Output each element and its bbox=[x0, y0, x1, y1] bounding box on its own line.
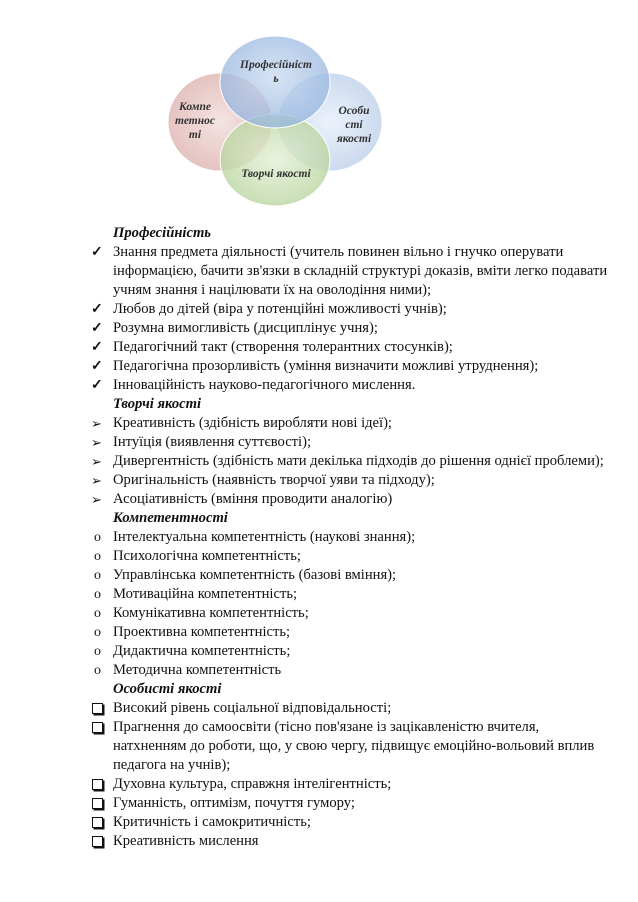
list-item bbox=[91, 528, 611, 547]
checkbox-bullet-icon bbox=[92, 722, 103, 733]
list-item bbox=[91, 357, 611, 376]
venn-circles bbox=[0, 0, 638, 215]
list-item-text: Педагогічна прозорливість (уміння визначити можливі утруднення); bbox=[113, 358, 539, 374]
list-item bbox=[91, 661, 611, 680]
list-item-text: Асоціативність (вміння проводити аналогію) bbox=[113, 491, 393, 507]
list-item bbox=[91, 585, 611, 604]
list-item-text: Педагогічний такт (створення толерантних стосунків); bbox=[113, 339, 453, 355]
label-right: Особи сті якості bbox=[336, 105, 372, 145]
checkmark-bullet-icon: ✓ bbox=[91, 340, 103, 355]
list-item-text: Мотиваційна компетентність; bbox=[113, 586, 298, 602]
list-item-text: Креативність (здібність виробляти нові ідеї); bbox=[113, 415, 392, 431]
list-item-text: Комунікативна компетентність; bbox=[113, 605, 309, 621]
circle-bullet-icon: o bbox=[94, 606, 101, 621]
list-item bbox=[91, 604, 611, 623]
list-item bbox=[91, 300, 611, 319]
list-item bbox=[91, 642, 611, 661]
list-item bbox=[91, 566, 611, 585]
list-item bbox=[91, 794, 611, 813]
list-item-text: Духовна культура, справжня інтелігентність; bbox=[113, 776, 392, 792]
list-item-text: Креативність мислення bbox=[113, 833, 259, 849]
arrow-bullet-icon: ➢ bbox=[91, 416, 102, 431]
arrow-bullet-icon: ➢ bbox=[91, 454, 102, 469]
list-item-text: Інноваційність науково-педагогічного мислення. bbox=[113, 377, 416, 393]
list-item bbox=[91, 338, 611, 357]
checkmark-bullet-icon: ✓ bbox=[91, 245, 103, 260]
circle-bullet-icon: o bbox=[94, 568, 101, 583]
checkbox-bullet-icon bbox=[92, 836, 103, 847]
list-item bbox=[91, 376, 611, 395]
list-item-text: Методична компетентність bbox=[113, 662, 282, 678]
list-item bbox=[91, 414, 611, 433]
checkbox-bullet-icon bbox=[92, 779, 103, 790]
list-item bbox=[91, 433, 611, 452]
list-item bbox=[91, 813, 611, 832]
circle-bullet-icon: o bbox=[94, 587, 101, 602]
arrow-bullet-icon: ➢ bbox=[91, 473, 102, 488]
section-heading: Особисті якості bbox=[113, 681, 222, 697]
section-heading: Професійність bbox=[113, 225, 211, 241]
list-item bbox=[91, 699, 611, 718]
section-heading: Творчі якості bbox=[113, 396, 202, 412]
label-bottom: Творчі якості bbox=[241, 168, 311, 180]
circle-bullet-icon: o bbox=[94, 530, 101, 545]
label-left: Компе тетнос ті bbox=[175, 101, 215, 141]
list-item-text: Гуманність, оптимізм, почуття гумору; bbox=[113, 795, 355, 811]
list-item bbox=[91, 832, 611, 851]
checkmark-bullet-icon: ✓ bbox=[91, 359, 103, 374]
list-item-text: Високий рівень соціальної відповідальності; bbox=[113, 700, 392, 716]
checkbox-bullet-icon bbox=[92, 798, 103, 809]
list-item bbox=[91, 452, 611, 471]
label-top: Професійніст ь bbox=[240, 59, 312, 85]
circle-bullet-icon: o bbox=[94, 625, 101, 640]
list-item bbox=[91, 471, 611, 490]
checkmark-bullet-icon: ✓ bbox=[91, 321, 103, 336]
section-heading: Компетентності bbox=[113, 510, 228, 526]
document-body bbox=[91, 224, 611, 851]
circle-bullet-icon: o bbox=[94, 663, 101, 678]
circle-bullet-icon: o bbox=[94, 644, 101, 659]
checkmark-bullet-icon: ✓ bbox=[91, 378, 103, 393]
list-item-text: Критичність і самокритичність; bbox=[113, 814, 311, 830]
arrow-bullet-icon: ➢ bbox=[91, 492, 102, 507]
checkbox-bullet-icon bbox=[92, 703, 103, 714]
list-item-text: Любов до дітей (віра у потенційні можливості учнів); bbox=[113, 301, 447, 317]
arrow-bullet-icon: ➢ bbox=[91, 435, 102, 450]
list-item-text: Розумна вимогливість (дисциплінує учня); bbox=[113, 320, 378, 336]
checkbox-bullet-icon bbox=[92, 817, 103, 828]
list-item bbox=[91, 490, 611, 509]
list-item bbox=[91, 718, 611, 775]
list-item-text: Інтуїція (виявлення суттєвості); bbox=[113, 434, 312, 450]
list-item-text: Проективна компетентність; bbox=[113, 624, 291, 640]
checkmark-bullet-icon: ✓ bbox=[91, 302, 103, 317]
list-item bbox=[91, 623, 611, 642]
list-item-text: Інтелектуальна компетентність (наукові знання); bbox=[113, 529, 416, 545]
list-item bbox=[91, 547, 611, 566]
list-item-text: Знання предмета діяльності (учитель повинен вільно і гнучко оперувати інформацією, бачити зв'язки в складній структурі доказів, вміти легко подавати учням знання і націлювати їх на оволодіння ними); bbox=[113, 244, 608, 298]
list-item bbox=[91, 775, 611, 794]
venn-diagram bbox=[0, 0, 638, 215]
list-item bbox=[91, 319, 611, 338]
circle-bullet-icon: o bbox=[94, 549, 101, 564]
list-item-text: Оригінальність (наявність творчої уяви та підходу); bbox=[113, 472, 435, 488]
list-item-text: Прагнення до самоосвіти (тісно пов'язане із зацікавленістю вчителя, натхненням до роботи, що, у свою чергу, підвищує емоційно-вольовий вплив педагога на учнів); bbox=[113, 719, 595, 773]
list-item-text: Дидактична компетентність; bbox=[113, 643, 291, 659]
list-item-text: Управлінська компетентність (базові вміння); bbox=[113, 567, 397, 583]
list-item-text: Дивергентність (здібність мати декілька підходів до рішення однієї проблеми); bbox=[113, 453, 604, 469]
list-item bbox=[91, 243, 611, 300]
list-item-text: Психологічна компетентність; bbox=[113, 548, 301, 564]
